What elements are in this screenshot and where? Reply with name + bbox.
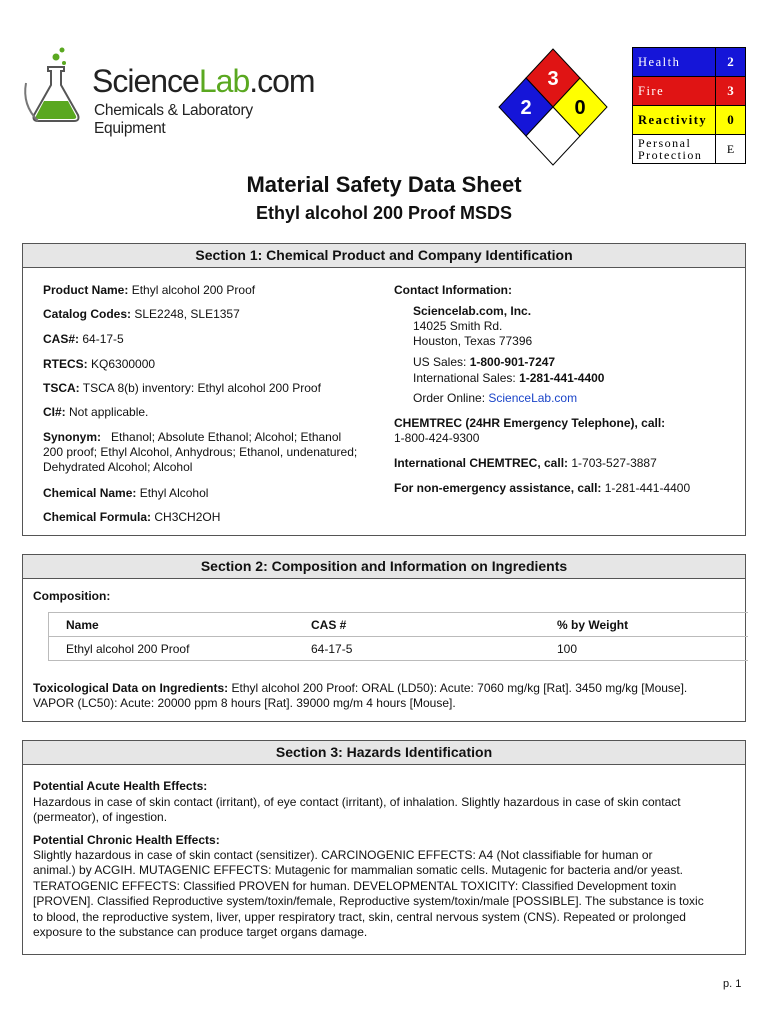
chronic-effects-label: Potential Chronic Health Effects: [33, 833, 220, 847]
order-online: Order Online: ScienceLab.com [413, 391, 578, 405]
column-header-cas: CAS # [311, 618, 347, 632]
brand-tagline: Chemicals & Laboratory Equipment [94, 102, 253, 137]
document-subtitle: Ethyl alcohol 200 Proof MSDS [255, 203, 513, 223]
hmis-fire-label: Fire [633, 77, 716, 106]
acute-effects-label: Potential Acute Health Effects: [33, 779, 208, 793]
hmis-health-label: Health [633, 48, 716, 77]
nfpa-health-value: 2 [520, 97, 532, 119]
cell-weight: 100 [557, 642, 578, 656]
nfpa-reactivity-value: 0 [574, 97, 586, 119]
nfpa-fire-value: 3 [547, 68, 559, 90]
column-header-weight: % by Weight [557, 618, 629, 632]
section-1-heading: Section 1: Chemical Product and Company Identification [23, 244, 745, 268]
table-header-row [49, 613, 748, 637]
chemtrec-label: CHEMTREC (24HR Emergency Telephone), call: [394, 416, 666, 430]
intl-chemtrec: International CHEMTREC, call: 1-703-527-3887 [394, 456, 657, 470]
column-header-name: Name [66, 618, 99, 632]
catalog-codes: Catalog Codes: SLE2248, SLE1357 [43, 307, 240, 321]
tsca: TSCA: TSCA 8(b) inventory: Ethyl alcohol 200 Proof [43, 381, 321, 395]
hmis-reactivity-label: Reactivity [633, 106, 716, 135]
flask-icon [20, 45, 90, 125]
sciencelab-logo[interactable] [20, 45, 315, 137]
table-row [49, 637, 748, 661]
chemical-formula: Chemical Formula: CH3CH2OH [43, 510, 221, 524]
section-3 [22, 740, 746, 955]
product-name: Product Name: Ethyl alcohol 200 Proof [43, 283, 256, 297]
synonym-cont-1: 200 proof; Ethyl Alcohol, Anhydrous; Ethanol, undenatured; [43, 445, 358, 459]
acute-effects-text-2: (permeator), of ingestion. [33, 810, 168, 824]
synonym-cont-2: Dehydrated Alcohol; Alcohol [43, 460, 193, 474]
non-emergency: For non-emergency assistance, call: 1-281-441-4400 [394, 481, 691, 495]
synonym: Synonym: Ethanol; Absolute Ethanol; Alcohol; Ethanol [43, 430, 342, 444]
rtecs: RTECS: KQ6300000 [43, 357, 156, 371]
company-name: Sciencelab.com, Inc. [413, 304, 532, 318]
hmis-fire-value: 3 [716, 77, 746, 106]
cell-cas: 64-17-5 [311, 642, 353, 656]
acute-effects-text-1: Hazardous in case of skin contact (irritant), of eye contact (irritant), of inhalation. Slightly hazardous in case of skin contact [33, 795, 681, 809]
section-2 [22, 554, 746, 722]
brand-name: ScienceLab.com [92, 63, 315, 99]
hmis-reactivity-value: 0 [716, 106, 746, 135]
contact-info-label: Contact Information: [394, 283, 512, 297]
chemical-name: Chemical Name: Ethyl Alcohol [43, 486, 209, 500]
section-3-heading: Section 3: Hazards Identification [23, 741, 745, 765]
chronic-effects-text-2: animal.) by ACGIH. MUTAGENIC EFFECTS: Mutagenic for mammalian somatic cells. Mutagenic for bacteria and/or yeast. [33, 863, 683, 877]
hmis-rating-table [632, 47, 746, 164]
section-1 [22, 243, 746, 536]
chronic-effects-text-4: [PROVEN]. Classified Reproductive system/toxin/female, Reproductive system/toxin/male [POSSIBLE]. The substance is toxic [33, 894, 704, 908]
address-line-1: 14025 Smith Rd. [413, 319, 503, 333]
hmis-ppe-label: Personal Protection [633, 135, 716, 164]
toxicological-data: Toxicological Data on Ingredients: Ethyl alcohol 200 Proof: ORAL (LD50): Acute: 7060 mg/kg [Rat]. 3450 mg/kg [Mouse]. [33, 681, 688, 695]
chronic-effects-text-1: Slightly hazardous in case of skin contact (sensitizer). CARCINOGENIC EFFECTS: A4 (Not classifiable for human or [33, 848, 653, 862]
document-title: Material Safety Data Sheet [246, 172, 522, 197]
toxicological-data-cont: VAPOR (LC50): Acute: 20000 ppm 8 hours [Rat]. 39000 mg/m 4 hours [Mouse]. [33, 696, 456, 710]
composition-label: Composition: [33, 589, 111, 603]
cas-number: CAS#: 64-17-5 [43, 332, 124, 346]
hmis-health-value: 2 [716, 48, 746, 77]
composition-table [48, 612, 748, 661]
intl-sales: International Sales: 1-281-441-4400 [413, 371, 605, 385]
hmis-ppe-value: E [716, 135, 746, 164]
chronic-effects-text-6: exposure to the substance can produce target organs damage. [33, 925, 368, 939]
ci-number: CI#: Not applicable. [43, 405, 149, 419]
nfpa-diamond [498, 48, 608, 166]
chronic-effects-text-3: TERATOGENIC EFFECTS: Classified PROVEN for human. DEVELOPMENTAL TOXICITY: Classified Development toxin [33, 879, 677, 893]
page-number: p. 1 [723, 978, 742, 990]
cell-name: Ethyl alcohol 200 Proof [66, 642, 190, 656]
chemtrec-phone: 1-800-424-9300 [394, 431, 480, 445]
address-line-2: Houston, Texas 77396 [413, 334, 533, 348]
sciencelab-link[interactable]: ScienceLab.com [488, 391, 578, 405]
us-sales: US Sales: 1-800-901-7247 [413, 355, 556, 369]
chronic-effects-text-5: to blood, the reproductive system, liver, upper respiratory tract, skin, central nervous system (CNS). Repeated or prolonged [33, 910, 686, 924]
section-2-heading: Section 2: Composition and Information on Ingredients [23, 555, 745, 579]
